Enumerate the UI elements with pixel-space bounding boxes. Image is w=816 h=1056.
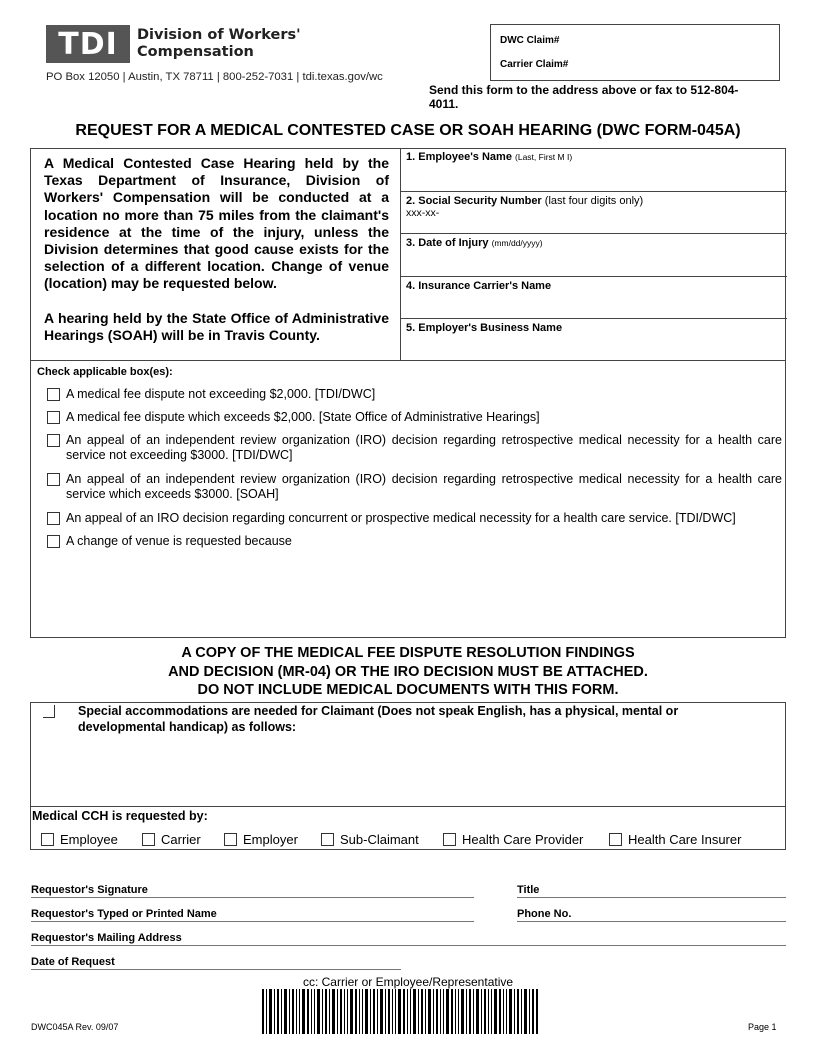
doi-hint: (mm/dd/yyyy): [491, 238, 543, 249]
checkbox[interactable]: [142, 833, 155, 846]
option-fee-over-2000[interactable]: [47, 410, 782, 425]
checkbox[interactable]: [321, 833, 334, 846]
checkbox[interactable]: [47, 512, 60, 525]
option-label: Carrier: [161, 832, 201, 847]
intro-text: [44, 155, 389, 344]
dwc-claim-label: DWC Claim#: [500, 35, 560, 46]
ssn-label: 2. Social Security Number: [406, 194, 542, 207]
cch-option-health-care-provider[interactable]: [443, 832, 583, 847]
checkbox[interactable]: [224, 833, 237, 846]
employee-name-field[interactable]: [401, 148, 787, 191]
form-id: DWC045A Rev. 09/07: [31, 1022, 119, 1032]
signature-line[interactable]: [31, 884, 474, 898]
option-label: An appeal of an independent review organization (IRO) decision regarding retrospective medical necessity for a health care service not exceeding $3000. [TDI/DWC]: [66, 433, 782, 462]
printed-name-line[interactable]: [31, 908, 474, 922]
cch-option-employee[interactable]: [41, 832, 118, 847]
page-number: Page 1: [748, 1022, 777, 1032]
tdi-logo: TDI: [46, 25, 130, 63]
option-fee-under-2000[interactable]: [47, 387, 782, 402]
carrier-claim-label: Carrier Claim#: [500, 59, 569, 70]
signature-label: Requestor's Signature: [31, 884, 148, 896]
date-of-injury-field[interactable]: [401, 233, 787, 276]
employee-name-label: 1. Employee's Name: [406, 151, 512, 163]
checkbox[interactable]: [47, 388, 60, 401]
org-name: [137, 27, 301, 61]
org-name-line1: Division of Workers': [137, 27, 301, 43]
intro-paragraph-2: A hearing held by the State Office of Administrative Hearings (SOAH) will be in Travis County.: [44, 309, 389, 343]
ssn-value: xxx-xx-: [406, 206, 440, 219]
special-accommodations-checkbox[interactable]: [43, 705, 55, 718]
special-accommodations-text: Special accommodations are needed for Claimant (Does not speak English, has a physical, mental or developmental handicap) as follows:: [78, 704, 679, 734]
carrier-name-field[interactable]: [401, 276, 787, 319]
date-of-request-line[interactable]: [31, 956, 401, 970]
title-label: Title: [517, 884, 540, 896]
date-of-request-label: Date of Request: [31, 956, 115, 968]
carrier-label: 4. Insurance Carrier's Name: [406, 279, 552, 292]
ssn-field[interactable]: [401, 191, 787, 234]
phone-label: Phone No.: [517, 908, 572, 920]
option-label: Employee: [60, 832, 118, 847]
mailing-address-label: Requestor's Mailing Address: [31, 932, 182, 944]
employee-fields: [400, 148, 786, 361]
employee-name-hint: (Last, First M I): [515, 152, 573, 162]
send-instructions: Send this form to the address above or fax to 512-804-4011.: [429, 83, 739, 111]
option-label: Health Care Insurer: [628, 832, 742, 847]
form-title: REQUEST FOR A MEDICAL CONTESTED CASE OR SOAH HEARING (DWC FORM-045A): [75, 122, 741, 139]
org-name-line2: Compensation: [137, 44, 254, 60]
cch-option-carrier[interactable]: [142, 832, 201, 847]
employer-label: 5. Employer's Business Name: [406, 322, 563, 335]
title-line[interactable]: [517, 884, 786, 898]
notice-line-1: A COPY OF THE MEDICAL FEE DISPUTE RESOLUTION FINDINGS: [181, 645, 635, 661]
ssn-hint: (last four digits only): [544, 194, 644, 207]
option-iro-concurrent[interactable]: [47, 511, 782, 526]
checkbox[interactable]: [47, 535, 60, 548]
intro-paragraph-1: A Medical Contested Case Hearing held by the Texas Department of Insurance, Division of Workers' Compensation will be conducted at a location no more than 75 miles from the claimant's residence at the time of the injury, unless the Division determines that good cause exists for the selection of a different location. Change of venue (location) may be requested below.: [44, 155, 389, 292]
notice-line-2: AND DECISION (MR-04) OR THE IRO DECISION MUST BE ATTACHED.: [168, 663, 648, 680]
cch-option-health-care-insurer[interactable]: [609, 832, 741, 847]
employer-name-field[interactable]: [401, 318, 787, 361]
checkbox[interactable]: [47, 473, 60, 486]
checkbox[interactable]: [443, 833, 456, 846]
option-change-of-venue[interactable]: [47, 534, 782, 549]
checkbox[interactable]: [41, 833, 54, 846]
check-section-title: Check applicable box(es):: [37, 366, 173, 378]
option-label: Sub-Claimant: [340, 832, 419, 847]
checkbox[interactable]: [609, 833, 622, 846]
option-label: An appeal of an independent review organization (IRO) decision regarding retrospective medical necessity for a health care service which exceeds $3000. [SOAH]: [66, 472, 782, 501]
cch-option-sub-claimant[interactable]: [321, 832, 419, 847]
cch-option-employer[interactable]: [224, 832, 298, 847]
option-label: Employer: [243, 832, 298, 847]
option-label: A medical fee dispute not exceeding $2,000. [TDI/DWC]: [66, 387, 376, 401]
checkbox[interactable]: [47, 411, 60, 424]
claim-number-box[interactable]: [490, 24, 780, 81]
cc-line: cc: Carrier or Employee/Representative: [302, 975, 514, 989]
notice-line-3: DO NOT INCLUDE MEDICAL DOCUMENTS WITH THIS FORM.: [197, 682, 619, 698]
mailing-address-line[interactable]: [31, 932, 786, 946]
option-label: Health Care Provider: [462, 832, 584, 847]
option-iro-retro-under-3000[interactable]: [47, 433, 782, 463]
divider: [30, 806, 786, 807]
doi-label: 3. Date of Injury: [406, 237, 489, 250]
attachment-notice: [0, 644, 816, 700]
cch-requested-by-title: Medical CCH is requested by:: [32, 809, 208, 823]
option-label: A medical fee dispute which exceeds $2,000. [State Office of Administrative Hearings]: [66, 410, 540, 424]
option-label: An appeal of an IRO decision regarding concurrent or prospective medical necessity for a health care service. [TDI/DWC]: [66, 511, 736, 525]
phone-line[interactable]: [517, 908, 786, 922]
barcode-image: [262, 989, 538, 1034]
option-iro-retro-over-3000[interactable]: [47, 472, 782, 502]
option-label: A change of venue is requested because: [66, 534, 292, 548]
checkbox[interactable]: [47, 434, 60, 447]
org-address: PO Box 12050 | Austin, TX 78711 | 800-252-7031 | tdi.texas.gov/wc: [46, 71, 383, 83]
printed-name-label: Requestor's Typed or Printed Name: [31, 908, 217, 920]
